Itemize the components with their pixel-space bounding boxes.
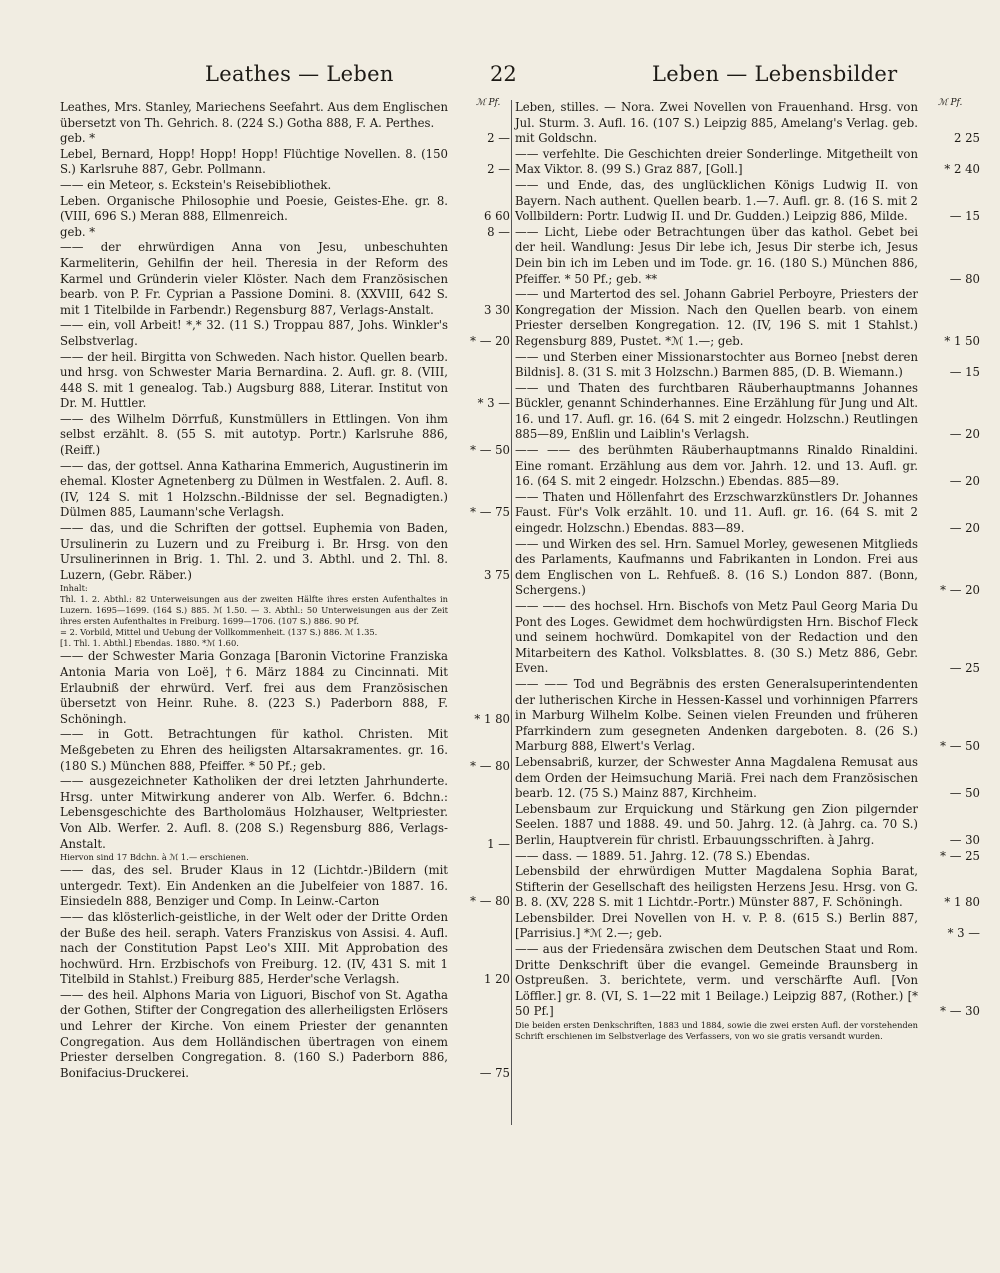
- entry-price: * — 80: [470, 894, 510, 909]
- entry-price: * — 50: [940, 739, 980, 754]
- bibliography-entry: [60, 194, 510, 225]
- entry-text: —— dass. — 1889. 51. Jahrg. 12. (78 S.) Ebendas.: [515, 848, 811, 863]
- entry-text: —— der Schwester Maria Gonzaga [Baronin Victorine Franziska Antonia Maria von Loë], †6. März 1884 zu Cincinnati. Mit Erlaubniß der ehrwürd. Verf. frei aus dem Französischen übersetzt von Heinr. Ruhe. 8. (223 S.) Paderborn 888, F. Schöningh.: [60, 649, 448, 726]
- entry-price: 2 —: [487, 131, 510, 146]
- currency-unit-label: ℳ Pf.: [476, 98, 501, 108]
- bibliography-entry: [515, 147, 980, 178]
- column-divider: [511, 100, 512, 1125]
- bibliography-entry: [60, 318, 510, 349]
- entry-price: * 2 40: [944, 162, 980, 177]
- bibliography-entry: [60, 225, 510, 241]
- entry-text: —— und Thaten des furchtbaren Räuberhauptmanns Johannes Bückler, genannt Schinderhannes. Eine Erzählung für Jung und Alt. 16. und 17. Aufl. gr. 16. (64 S. mit 2 eingedr. Holzschn.) Reutlingen 885—89, Enßlin und Laiblin's Verlagsh.: [515, 380, 918, 442]
- bibliography-entry: [60, 521, 510, 583]
- entry-text: —— ein Meteor, s. Eckstein's Reisebibliothek.: [60, 177, 332, 192]
- entry-price: — 75: [479, 1065, 510, 1080]
- entry-text: —— und Sterben einer Missionarstochter aus Borneo [nebst deren Bildnis]. 8. (31 S. mit 3 Holzschn.) Barmen 885, (D. B. Wiemann.): [515, 349, 918, 380]
- entry-price: — 15: [949, 209, 980, 224]
- bibliography-entry: [60, 459, 510, 521]
- bibliography-entry: [515, 225, 980, 287]
- entry-text: Leben. Organische Philosophie und Poesie, Geistes-Ehe. gr. 8. (VIII, 696 S.) Meran 888, Ellmenreich.: [60, 193, 448, 224]
- bibliography-entry: [60, 649, 510, 727]
- bibliography-entry: [515, 677, 980, 755]
- bibliography-entry: [60, 727, 510, 774]
- entry-text: —— das, des sel. Bruder Klaus in 12 (Lichtdr.-)Bildern (mit untergedr. Text). Ein Andenken an die Jubelfeier von 1887. 16. Einsiedeln 888, Benziger und Comp. In Leinw.-Carton: [60, 863, 448, 909]
- entry-text: geb. *: [60, 224, 96, 239]
- entry-price: * 1 80: [944, 895, 980, 910]
- bibliography-entry: [515, 911, 980, 942]
- bibliography-note: [60, 583, 510, 594]
- entry-price: * — 20: [940, 583, 980, 598]
- currency-unit-label: ℳ Pf.: [938, 98, 963, 108]
- entry-price: 3 75: [483, 567, 510, 582]
- bibliography-entry: [515, 350, 980, 381]
- entry-price: 8 —: [487, 224, 510, 239]
- entry-price: — 20: [949, 427, 980, 442]
- entry-text: —— Licht, Liebe oder Betrachtungen über das kathol. Gebet bei der heil. Wandlung: Jesus Dir lebe ich, Jesus Dir sterbe ich, Jesus Dein bin ich im Leben und im Tode. gr. 16. (180 S.) München 886, Pfeiffer. * 50 Pf.; geb. **: [515, 224, 918, 286]
- entry-text: Thl. 1. 2. Abthl.: 82 Unterweisungen aus der zweiten Hälfte ihres ersten Aufenthaltes in Luzern. 1695—1699. (164 S.) 885. ℳ 1.50. — 3. Abthl.: 50 Unterweisungen aus der Zeit ihres ersten Aufenthaltes in Freiburg. 1699—1706. (107 S.) 886. 90 Pf.: [60, 594, 448, 627]
- left-entries: [60, 98, 510, 1081]
- entry-text: Lebel, Bernard, Hopp! Hopp! Hopp! Flüchtige Novellen. 8. (150 S.) Karlsruhe 887, Gebr. Pollmann.: [60, 146, 448, 177]
- entry-text: —— des heil. Alphons Maria von Liguori, Bischof von St. Agatha der Gothen, Stifter der Congregation des allerheiligsten Erlösers und Lehrer der Kirche. Von einem Priester der genannten Congregation. Aus dem Holländischen übertragen von einem Priester derselben Congregation. 8. (160 S.) Paderborn 886, Bonifacius-Druckerei.: [60, 987, 448, 1080]
- bibliography-entry: [515, 599, 980, 677]
- left-column: [60, 98, 510, 1081]
- entry-text: —— und Wirken des sel. Hrn. Samuel Morley, gewesenen Mitglieds des Parlaments, Kaufmanns und Fabrikanten in London. Frei aus dem Englischen von L. Rehfueß. 8. (16 S.) London 887. (Bonn, Schergens.): [515, 536, 918, 598]
- entry-price: — 25: [949, 661, 980, 676]
- entry-price: * — 80: [470, 758, 510, 773]
- bibliography-entry: [60, 240, 510, 318]
- entry-text: Lebensabriß, kurzer, der Schwester Anna Magdalena Remusat aus dem Orden der Heimsuchung Mariä. Frei nach dem Französischen bearb. 12. (75 S.) Mainz 887, Kirchheim.: [515, 754, 918, 801]
- entry-text: Leathes, Mrs. Stanley, Mariechens Seefahrt. Aus dem Englischen übersetzt von Th. Gehrich. 8. (224 S.) Gotha 888, F. A. Perthes.: [60, 100, 448, 130]
- entry-price: * 1 50: [944, 333, 980, 348]
- entry-price: — 20: [949, 474, 980, 489]
- bibliography-note: [515, 1020, 980, 1042]
- bibliography-entry: [515, 490, 980, 537]
- entry-price: — 20: [949, 521, 980, 536]
- bibliography-entry: [515, 942, 980, 1020]
- entry-price: 1 20: [483, 972, 510, 987]
- bibliography-entry: [60, 774, 510, 852]
- bibliography-entry: [515, 287, 980, 349]
- entry-price: * — 25: [940, 848, 980, 863]
- entry-text: Lebensbaum zur Erquickung und Stärkung gen Zion pilgernder Seelen. 1887 und 1888. 49. und 50. Jahrg. 12. (à Jahrg. ca. 70 S.) Berlin, Hauptverein für christl. Erbauungsschriften. à Jahrg.: [515, 801, 918, 847]
- entry-text: Lebensbild der ehrwürdigen Mutter Magdalena Sophia Barat, Stifterin der Gesellschaft des heiligsten Herzens Jesu. Hrsg. von G. B. 8. (XV, 228 S. mit 1 Lichtdr.-Portr.) Münster 887, F. Schöningh.: [515, 864, 918, 910]
- bibliography-entry: [60, 412, 510, 459]
- bibliography-entry: [60, 988, 510, 1082]
- bibliography-note: [60, 638, 510, 649]
- bibliography-note: [60, 627, 510, 638]
- running-header: [0, 62, 1000, 98]
- bibliography-note: [60, 852, 510, 863]
- entry-price: * 1 80: [474, 711, 510, 726]
- bibliography-entry: [515, 802, 980, 849]
- entry-text: [1. Thl. 1. Abthl.] Ebendas. 1880. *ℳ 1.60.: [60, 638, 239, 649]
- entry-price: — 30: [949, 832, 980, 847]
- entry-text: Inhalt:: [60, 583, 88, 594]
- bibliography-entry: [60, 178, 510, 194]
- bibliography-entry: [60, 100, 510, 131]
- entry-price: * 3 —: [477, 396, 510, 411]
- entry-text: —— ein, voll Arbeit! *,* 32. (11 S.) Troppau 887, Johs. Winkler's Selbstverlag.: [60, 318, 448, 348]
- entry-text: —— ausgezeichneter Katholiken der drei letzten Jahrhunderte. Hrsg. unter Mitwirkung anderer von Alb. Werfer. 6. Bdchn.: Lebensgeschichte des Bartholomäus Holzhauser, Weltpriester. Von Alb. Werfer. 2. Aufl. 8. (208 S.) Regensburg 886, Verlags-Anstalt.: [60, 774, 448, 851]
- entry-price: — 50: [949, 786, 980, 801]
- bibliography-entry: [60, 910, 510, 988]
- entry-price: — 80: [949, 271, 980, 286]
- entry-price: * — 50: [470, 443, 510, 458]
- bibliography-entry: [515, 178, 980, 225]
- entry-text: —— das klösterlich-geistliche, in der Welt oder der Dritte Orden der Buße des heil. seraph. Vaters Franziskus von Assisi. 4. Aufl. nach der Constitution Papst Leo's XIII. Mit Approbation des hochwürd. Hrn. Erzbischofs von Freiburg. 12. (IV, 431 S. mit 1 Titelbild in Stahlst.) Freiburg 885, Herder'sche Verlagsh.: [60, 909, 448, 987]
- entry-price: 1 —: [487, 836, 510, 851]
- entry-text: —— des Wilhelm Dörrfuß, Kunstmüllers in Ettlingen. Von ihm selbst erzählt. 8. (55 S. mit autotyp. Portr.) Karlsruhe 886, (Reiff.): [60, 411, 448, 458]
- entry-text: Die beiden ersten Denkschriften, 1883 und 1884, sowie die zwei ersten Aufl. der vorstehenden Schrift erschienen im Selbstverlage des Verfassers, von wo sie gratis versandt wurden.: [515, 1020, 918, 1042]
- entry-price: 2 —: [487, 162, 510, 177]
- left-running-head: Leathes — Leben: [205, 62, 394, 86]
- entry-text: —— —— Tod und Begräbnis des ersten Generalsuperintendenten der lutherischen Kirche in Hessen-Kassel und vorhinnigen Pfarrers in Marburg Wilhelm Kolbe. Seinen vielen Freunden und früheren Pfarrkindern zum gesegneten Andenken dargeboten. 8. (26 S.) Marburg 888, Elwert's Verlag.: [515, 676, 918, 754]
- entry-price: 2 25: [953, 131, 980, 146]
- entry-text: —— der heil. Birgitta von Schweden. Nach histor. Quellen bearb. und hrsg. von Schwester Maria Bernardina. 2. Aufl. gr. 8. (VIII, 448 S. mit 1 genealog. Tab.) Augsburg 888, Literar. Institut von Dr. M. Huttler.: [60, 349, 448, 411]
- entry-text: —— —— des hochsel. Hrn. Bischofs von Metz Paul Georg Maria Du Pont des Loges. Gewidmet dem hochwürdigsten Hrn. Bischof Fleck und seinem hochwürd. Domkapitel von der Redaction und den Mitarbeitern des Kathol. Volksblattes. 8. (30 S.) Metz 886, Gebr. Even.: [515, 599, 918, 676]
- entry-price: — 15: [949, 365, 980, 380]
- bibliography-entry: [515, 537, 980, 599]
- entry-text: geb. *: [60, 131, 96, 146]
- bibliography-entry: [515, 381, 980, 443]
- entry-price: * — 30: [940, 1004, 980, 1019]
- entry-text: —— das, und die Schriften der gottsel. Euphemia von Baden, Ursulinerin zu Luzern und zu Freiburg i. Br. Hrsg. von den Ursulinerinnen in Brig. 1. Thl. 2. und 3. Abthl. und 2. Thl. 8. Luzern, (Gebr. Räber.): [60, 521, 448, 582]
- entry-text: Leben, stilles. — Nora. Zwei Novellen von Frauenhand. Hrsg. von Jul. Sturm. 3. Aufl. 16. (107 S.) Leipzig 885, Amelang's Verlag. geb. mit Goldschn.: [515, 100, 918, 146]
- bibliography-entry: [515, 755, 980, 802]
- bibliography-entry: [515, 864, 980, 911]
- right-running-head: Leben — Lebensbilder: [652, 62, 898, 86]
- entry-text: = 2. Vorbild, Mittel und Uebung der Vollkommenheit. (137 S.) 886. ℳ 1.35.: [60, 627, 378, 638]
- right-entries: [515, 98, 980, 1042]
- page-number: 22: [490, 62, 517, 86]
- right-column: [515, 98, 980, 1042]
- bibliography-entry: [515, 100, 980, 147]
- entry-price: 3 30: [483, 302, 510, 317]
- entry-text: —— das, der gottsel. Anna Katharina Emmerich, Augustinerin im ehemal. Kloster Agnetenberg zu Dülmen in Westfalen. 2. Aufl. 8. (IV, 124 S. mit 1 Holzschn.-Bildnisse der sel. Begnadigten.) Dülmen 885, Laumann'sche Verlagsh.: [60, 458, 448, 520]
- bibliography-entry: [515, 849, 980, 865]
- bibliography-entry: [60, 131, 510, 147]
- entry-text: —— verfehlte. Die Geschichten dreier Sonderlinge. Mitgetheilt von Max Viktor. 8. (99 S.) Graz 887, [Goll.]: [515, 146, 918, 177]
- entry-text: Hiervon sind 17 Bdchn. à ℳ 1.— erschienen.: [60, 852, 249, 863]
- bibliography-note: [60, 594, 510, 627]
- entry-price: * — 75: [470, 505, 510, 520]
- entry-text: —— —— des berühmten Räuberhauptmanns Rinaldo Rinaldini. Eine romant. Erzählung aus dem vor. Jahrh. 12. und 13. Aufl. gr. 16. (64 S. mit 2 eingedr. Holzschn.) Ebendas. 885—89.: [515, 443, 918, 489]
- entry-price: * — 20: [470, 333, 510, 348]
- bibliography-entry: [515, 443, 980, 490]
- entry-text: —— aus der Friedensära zwischen dem Deutschen Staat und Rom. Dritte Denkschrift über die evangel. Gemeinde Braunsberg in Ostpreußen. 3. berichtete, verm. und verschärfte Aufl. [Von Löffler.] gr. 8. (VI, S. 1—22 mit 1 Beilage.) Leipzig 887, (Rother.) [* 50 Pf.]: [515, 942, 918, 1019]
- entry-text: —— der ehrwürdigen Anna von Jesu, unbeschuhten Karmeliterin, Gehilfin der heil. Theresia in der Reform des Karmel und Gründerin vieler Klöster. Nach dem Französischen bearb. von P. Fr. Cyprian a Passione Domini. 8. (XXVIII, 642 S. mit 1 Titelbilde in Farbendr.) Regensburg 887, Verlags-Anstalt.: [60, 240, 448, 317]
- entry-text: —— und Ende, das, des unglücklichen Königs Ludwig II. von Bayern. Nach authent. Quellen bearb. 1.—7. Aufl. gr. 8. (16 S. mit 2 Vollbildern: Portr. Ludwig II. und Dr. Gudden.) Leipzig 886, Milde.: [515, 177, 918, 224]
- entry-price: 6 60: [483, 209, 510, 224]
- bibliography-entry: [60, 147, 510, 178]
- entry-text: Lebensbilder. Drei Novellen von H. v. P. 8. (615 S.) Berlin 887, [Parrisius.] *ℳ 2.—; geb.: [515, 910, 918, 941]
- entry-text: —— und Martertod des sel. Johann Gabriel Perboyre, Priesters der Kongregation der Mission. Nach den Quellen bearb. von einem Priester derselben Kongregation. 12. (IV, 196 S. mit 1 Stahlst.) Regensburg 889, Pustet. *ℳ 1.—; geb.: [515, 287, 918, 348]
- bibliography-entry: [60, 350, 510, 412]
- bibliography-entry: [60, 863, 510, 910]
- entry-text: —— in Gott. Betrachtungen für kathol. Christen. Mit Meßgebeten zu Ehren des heiligsten Altarsakramentes. gr. 16. (180 S.) München 888, Pfeiffer. * 50 Pf.; geb.: [60, 727, 448, 773]
- entry-price: * 3 —: [947, 926, 980, 941]
- entry-text: —— Thaten und Höllenfahrt des Erzschwarzkünstlers Dr. Johannes Faust. Für's Volk erzählt. 10. und 11. Aufl. gr. 16. (64 S. mit 2 eingedr. Holzschn.) Ebendas. 883—89.: [515, 489, 918, 536]
